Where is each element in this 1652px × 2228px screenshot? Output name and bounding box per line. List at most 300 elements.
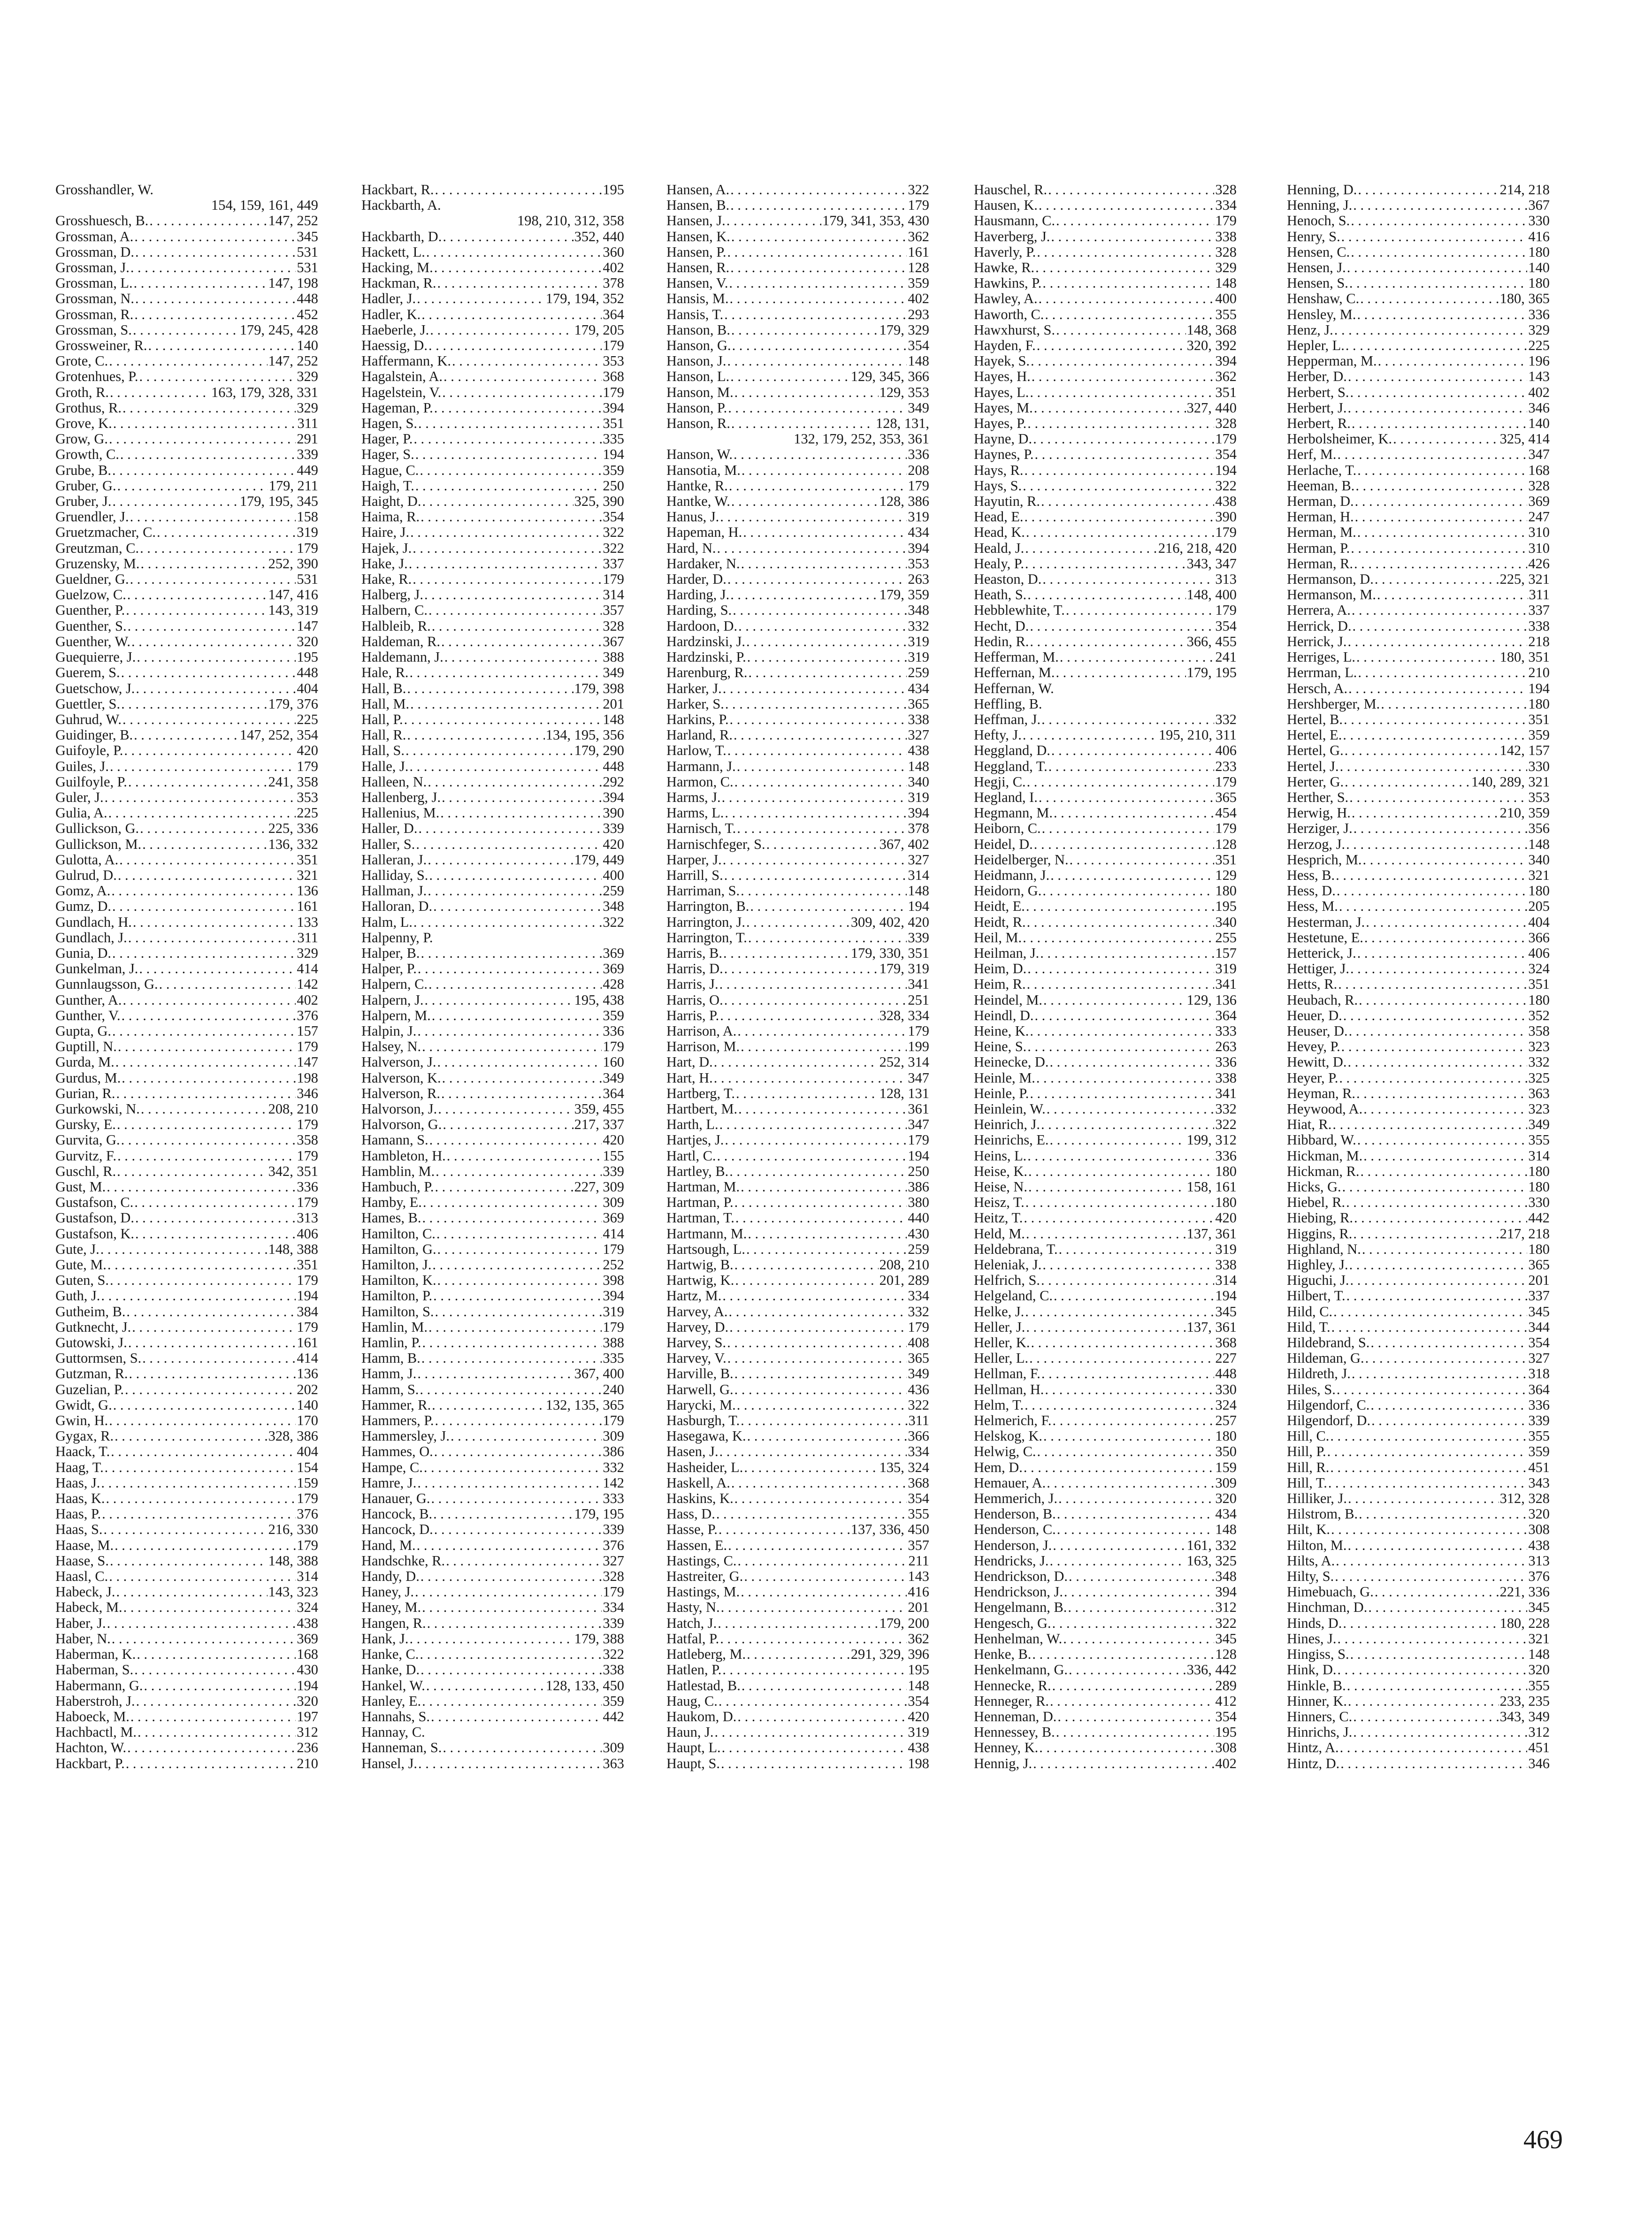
index-entry [55, 1522, 318, 1537]
leader-dots [433, 1506, 574, 1522]
index-entry [1287, 1351, 1550, 1366]
leader-dots [719, 1117, 907, 1132]
entry-name: Heller, K. [974, 1335, 1030, 1351]
index-entry [974, 1475, 1237, 1491]
leader-dots [748, 930, 907, 946]
entry-name: Hansen, K. [666, 228, 730, 244]
entry-name: Hayes, P. [974, 415, 1027, 432]
entry-pages: 359 [1528, 1443, 1550, 1460]
entry-pages: 160 [603, 1054, 624, 1070]
entry-pages: 179 [603, 571, 624, 588]
index-entry [1287, 649, 1550, 665]
leader-dots [1054, 1288, 1214, 1304]
index-entry [361, 307, 624, 322]
entry-pages: 362 [1215, 368, 1237, 385]
entry-pages: 210 [1528, 664, 1550, 681]
entry-pages: 225 [297, 711, 318, 727]
entry-pages: 137, 361 [1186, 1319, 1237, 1335]
entry-name: Herlache, T. [1287, 462, 1357, 478]
index-entry [1287, 416, 1550, 431]
leader-dots [1050, 868, 1214, 883]
leader-dots [125, 1382, 296, 1397]
index-entry [974, 338, 1237, 353]
index-entry [55, 291, 318, 306]
entry-pages: 179, 195 [1186, 664, 1237, 681]
index-entry [55, 1678, 318, 1694]
entry-name: Hill, T. [1287, 1474, 1327, 1491]
entry-pages: 338 [1528, 618, 1550, 634]
entry-pages: 147, 198 [268, 275, 318, 291]
leader-dots [422, 1335, 602, 1351]
entry-pages: 340 [1528, 851, 1550, 868]
entry-name: Gurkowski, N. [55, 1100, 140, 1117]
entry-pages: 179 [297, 540, 318, 556]
leader-dots [727, 353, 907, 369]
index-entry [361, 1584, 624, 1600]
index-entry [666, 307, 929, 322]
leader-dots [720, 1631, 907, 1647]
entry-name: Hefferman, M. [974, 649, 1059, 665]
entry-name: Hinner, K. [1287, 1693, 1347, 1709]
leader-dots [135, 291, 296, 306]
entry-pages: 323 [1528, 1038, 1550, 1055]
leader-dots [1357, 1132, 1528, 1148]
index-entry [666, 1023, 929, 1039]
entry-name: Hamann, S. [361, 1132, 428, 1148]
leader-dots [113, 1397, 296, 1413]
entry-name: Heidel, D. [974, 836, 1033, 852]
leader-dots [1027, 587, 1185, 603]
entry-name: Heim, R. [974, 976, 1026, 992]
entry-pages: 348 [603, 898, 624, 915]
entry-pages: 434 [908, 524, 929, 541]
entry-name: Herber, D. [1287, 368, 1347, 385]
leader-dots [116, 1584, 267, 1600]
leader-dots [727, 213, 821, 229]
leader-dots [725, 1132, 907, 1148]
index-entry [974, 1320, 1237, 1335]
entry-name: Hermanson, D. [1287, 571, 1374, 588]
entry-pages: 339 [1528, 1412, 1550, 1429]
leader-dots [746, 915, 850, 930]
entry-name: Hartsough, L. [666, 1241, 745, 1257]
entry-pages: 205 [1528, 898, 1550, 915]
leader-dots [141, 1101, 268, 1117]
leader-dots [741, 883, 907, 899]
leader-dots [421, 1662, 602, 1678]
entry-name: Hardoon, D. [666, 618, 738, 634]
leader-dots [766, 837, 879, 852]
index-entry [666, 1101, 929, 1117]
index-entry [361, 1616, 624, 1631]
leader-dots [409, 556, 602, 572]
entry-pages: 201 [908, 1599, 929, 1616]
entry-pages: 128, 133, 450 [545, 1677, 624, 1694]
entry-pages: 196 [1528, 353, 1550, 369]
leader-dots [133, 322, 239, 338]
leader-dots [422, 1694, 602, 1709]
leader-dots [438, 1101, 573, 1117]
entry-name: Gunia, D. [55, 945, 112, 961]
leader-dots [1026, 1320, 1185, 1335]
entry-name: Hackbart, P. [55, 1755, 125, 1771]
entry-name: Henoch, S. [1287, 213, 1350, 229]
index-entry [974, 587, 1237, 603]
entry-name: Hanneman, S. [361, 1740, 442, 1756]
entry-name: Harris, B. [666, 945, 723, 961]
entry-pages: 179 [297, 1537, 318, 1553]
index-entry [666, 572, 929, 587]
entry-pages: 137, 336, 450 [850, 1521, 929, 1538]
entry-pages: 147 [297, 1054, 318, 1070]
leader-dots [734, 774, 907, 790]
index-entry [361, 1148, 624, 1164]
index-entry [361, 1008, 624, 1023]
index-entry [1287, 1444, 1550, 1459]
leader-dots [437, 1054, 602, 1070]
entry-name: Guenther, W. [55, 633, 130, 649]
leader-dots [1347, 400, 1527, 416]
index-entry [361, 1397, 624, 1413]
index-entry [666, 1428, 929, 1444]
leader-dots [417, 1366, 573, 1381]
index-entry [361, 1288, 624, 1304]
entry-name: Herman, R. [1287, 555, 1353, 572]
index-entry [55, 634, 318, 649]
leader-dots [126, 603, 267, 618]
index-entry [666, 509, 929, 525]
entry-pages: 351 [1215, 384, 1237, 400]
entry-name: Halpern, C. [361, 976, 428, 992]
entry-pages: 329 [297, 945, 318, 961]
entry-name: Gruber, J. [55, 493, 112, 510]
index-entry [1287, 665, 1550, 680]
index-entry [361, 899, 624, 914]
entry-name: Grothus, R. [55, 399, 122, 416]
entry-pages: 247 [1528, 509, 1550, 525]
entry-pages: 289 [1215, 1677, 1237, 1694]
entry-pages: 241 [1215, 649, 1237, 665]
entry-pages: 142 [603, 1474, 624, 1491]
entry-name: Hagen, S. [361, 415, 418, 432]
entry-pages: 319 [908, 633, 929, 649]
entry-name: Guelzow, C. [55, 587, 126, 603]
index-entry [361, 322, 624, 338]
index-entry [974, 525, 1237, 540]
index-entry [1287, 198, 1550, 213]
entry-pages: 148 [603, 711, 624, 727]
index-entry [1287, 369, 1550, 384]
index-entry [974, 1366, 1237, 1381]
index-entry [666, 1304, 929, 1320]
entry-name: Hildebrand, S. [1287, 1335, 1370, 1351]
entry-pages: 314 [1528, 1147, 1550, 1164]
entry-pages: 198 [908, 1755, 929, 1771]
entry-pages: 359 [1528, 727, 1550, 743]
entry-name: Guetschow, J. [55, 680, 135, 696]
leader-dots [1056, 322, 1186, 338]
index-entry [361, 275, 624, 291]
leader-dots [422, 494, 573, 509]
leader-dots [1036, 1070, 1215, 1086]
entry-name: Heindel, M. [974, 992, 1043, 1008]
leader-dots [727, 1351, 907, 1366]
index-entry [666, 915, 929, 930]
entry-name: Heath, S. [974, 587, 1027, 603]
leader-dots [451, 1428, 602, 1444]
entry-name: Harville, B. [666, 1366, 734, 1382]
entry-pages: 440 [908, 1210, 929, 1226]
index-entry [974, 1522, 1237, 1537]
entry-name: Hambleton, H. [361, 1147, 446, 1164]
leader-dots [1347, 1538, 1527, 1553]
entry-pages: 438 [1528, 1537, 1550, 1553]
leader-dots [418, 416, 602, 431]
leader-dots [424, 1460, 602, 1475]
leader-dots [428, 603, 602, 618]
entry-name: Hastings, C. [666, 1552, 737, 1569]
entry-pages: 179, 195 [574, 1506, 624, 1522]
entry-name: Guettler, S. [55, 695, 121, 712]
entry-pages: 312 [1215, 1599, 1237, 1616]
index-entry [361, 1179, 624, 1195]
leader-dots [1346, 1288, 1528, 1304]
entry-pages: 448 [1215, 1366, 1237, 1382]
entry-pages: 390 [603, 805, 624, 821]
index-entry [974, 494, 1237, 509]
index-entry [974, 1413, 1237, 1428]
entry-name: Hasty, N. [666, 1599, 720, 1616]
leader-dots [107, 1257, 296, 1273]
index-entry [55, 696, 318, 712]
index-entry [1287, 1694, 1550, 1709]
entry-name: Hensen, J. [1287, 259, 1346, 276]
index-entry [974, 1101, 1237, 1117]
index-entry [1287, 1132, 1550, 1148]
index-entry [55, 1335, 318, 1351]
entry-pages: 148, 368 [1186, 321, 1237, 338]
entry-name: Hayne, D. [974, 431, 1032, 447]
leader-dots [410, 525, 602, 540]
index-entry [361, 618, 624, 634]
leader-dots [426, 1678, 545, 1694]
entry-pages: 195 [603, 182, 624, 198]
index-entry [1287, 618, 1550, 634]
leader-dots [1355, 494, 1528, 509]
entry-name: Herriges, L. [1287, 649, 1355, 665]
leader-dots [1360, 291, 1499, 306]
entry-name: Harvey, A. [666, 1303, 728, 1320]
entry-pages: 369 [603, 1210, 624, 1226]
index-entry [666, 385, 929, 400]
leader-dots [1026, 899, 1215, 914]
entry-pages: 337 [603, 555, 624, 572]
entry-pages: 394 [603, 399, 624, 416]
entry-name: Hartman, P. [666, 1194, 734, 1211]
index-entry [361, 1054, 624, 1070]
leader-dots [1352, 1366, 1528, 1381]
index-entry [974, 198, 1237, 213]
entry-pages: 135, 324 [879, 1459, 929, 1475]
entry-pages: 402 [297, 992, 318, 1008]
index-entry [1287, 1756, 1550, 1771]
entry-name: Helwig, C. [974, 1443, 1036, 1460]
entry-pages: 310 [1528, 540, 1550, 556]
entry-pages: 136, 332 [268, 836, 318, 852]
leader-dots [748, 665, 907, 680]
index-entry [666, 1086, 929, 1101]
index-entry [55, 541, 318, 556]
entry-pages: 252, 390 [268, 555, 318, 572]
leader-dots [112, 946, 296, 961]
leader-dots [106, 1491, 296, 1506]
leader-dots [719, 1444, 907, 1459]
entry-name: Heller, J. [974, 1319, 1025, 1335]
entry-name: Hart, H. [666, 1069, 713, 1086]
entry-pages: 334 [1215, 197, 1237, 214]
entry-name: Gurdus, M. [55, 1069, 121, 1086]
entry-name: Hestetune, E. [1287, 929, 1363, 946]
entry-pages: 148 [908, 353, 929, 369]
index-entry [1287, 431, 1550, 447]
index-entry [1287, 353, 1550, 369]
index-entry [1287, 961, 1550, 977]
entry-pages: 250 [908, 1163, 929, 1179]
index-entry [1287, 1553, 1550, 1569]
entry-pages: 314 [297, 1568, 318, 1585]
index-entry [1287, 1210, 1550, 1226]
index-entry [974, 369, 1237, 384]
entry-pages: 163, 325 [1186, 1552, 1237, 1569]
index-entry [361, 696, 624, 712]
leader-dots [417, 291, 545, 306]
index-entry [974, 743, 1237, 758]
entry-pages: 179, 195, 345 [239, 493, 318, 510]
entry-name: Henry, S. [1287, 228, 1340, 244]
index-entry [55, 353, 318, 369]
entry-name: Hansen, P. [666, 244, 727, 260]
entry-pages: 327 [908, 727, 929, 743]
entry-name: Hammer, R. [361, 1396, 431, 1413]
index-entry [666, 1008, 929, 1023]
entry-name: Grove, K. [55, 415, 112, 432]
entry-pages: 320 [1528, 1506, 1550, 1522]
entry-pages: 388 [603, 649, 624, 665]
entry-name: Grossman, A. [55, 228, 134, 244]
entry-pages: 319 [1215, 961, 1237, 977]
index-entry [974, 899, 1237, 914]
leader-dots [115, 1054, 296, 1070]
entry-pages: 211 [908, 1552, 929, 1569]
entry-name: Hayes, M. [974, 399, 1033, 416]
leader-dots [404, 712, 602, 727]
entry-pages: 320 [297, 633, 318, 649]
leader-dots [1360, 1164, 1527, 1179]
index-entry [1287, 1320, 1550, 1335]
entry-pages: 147, 252 [268, 353, 318, 369]
leader-dots [720, 509, 907, 525]
index-entry [361, 1226, 624, 1242]
leader-dots [737, 1553, 907, 1569]
leader-dots [118, 868, 296, 883]
leader-dots [1381, 696, 1527, 712]
leader-dots [1327, 1444, 1528, 1459]
entry-pages: 136 [297, 1366, 318, 1382]
index-entry [1287, 1724, 1550, 1740]
entry-name: Guler, J. [55, 789, 104, 805]
entry-name: Halbern, C. [361, 602, 428, 618]
entry-name: Heindl, D. [974, 1007, 1034, 1023]
leader-dots [409, 1631, 573, 1647]
leader-dots [1338, 1662, 1528, 1678]
entry-pages: 161, 332 [1186, 1537, 1237, 1553]
entry-pages: 291, 329, 396 [850, 1646, 929, 1663]
entry-pages: 340 [1215, 914, 1237, 930]
leader-dots [1346, 1195, 1527, 1210]
leader-dots [127, 587, 268, 603]
index-entry [361, 961, 624, 977]
leader-dots [1054, 805, 1214, 821]
index-entry [974, 1740, 1237, 1755]
leader-dots [405, 743, 574, 758]
index-entry [1287, 1039, 1550, 1054]
entry-name: Hallenius, M. [361, 805, 440, 821]
entry-name: Gumz, D. [55, 898, 112, 915]
leader-dots [721, 1600, 907, 1615]
entry-name: Harris, J. [666, 976, 719, 992]
entry-name: Handy, D. [361, 1568, 420, 1585]
leader-dots [1027, 915, 1215, 930]
index-entry [1287, 182, 1550, 198]
entry-name: Hardaker, N. [666, 555, 740, 572]
entry-name: Heidt, E. [974, 898, 1025, 915]
entry-name: Hackman, R. [361, 275, 436, 291]
leader-dots [728, 1538, 907, 1553]
entry-name: Hadler, K. [361, 306, 421, 322]
index-entry [55, 1506, 318, 1522]
leader-dots [124, 743, 296, 758]
entry-pages: 347 [1528, 446, 1550, 463]
entry-name: Hennig, J. [974, 1755, 1032, 1771]
index-entry [55, 416, 318, 431]
leader-dots [433, 899, 602, 914]
index-entry [55, 883, 318, 899]
entry-pages: 386 [908, 1179, 929, 1195]
leader-dots [1023, 478, 1214, 494]
index-entry [666, 665, 929, 680]
leader-dots [1023, 727, 1158, 743]
entry-pages: 179, 388 [574, 1630, 624, 1647]
entry-name: Gutheim, B. [55, 1303, 126, 1320]
entry-name: Heggland, T. [974, 758, 1048, 774]
entry-name: Gulrud, D. [55, 867, 117, 883]
entry-pages: 357 [908, 1537, 929, 1553]
leader-dots [1359, 1506, 1527, 1522]
entry-name: Hachton, W. [55, 1740, 127, 1756]
index-entry [1287, 1226, 1550, 1242]
leader-dots [102, 1506, 296, 1522]
leader-dots [447, 1148, 602, 1164]
entry-pages: 313 [297, 1210, 318, 1226]
leader-dots [748, 1226, 907, 1242]
entry-pages: 354 [1215, 618, 1237, 634]
entry-name: Heffling, B. [974, 695, 1042, 712]
entry-name: Hegji, C. [974, 773, 1026, 790]
entry-pages: 336 [297, 1179, 318, 1195]
index-entry [361, 915, 624, 930]
entry-pages: 329 [1215, 259, 1237, 276]
leader-dots [409, 665, 602, 680]
